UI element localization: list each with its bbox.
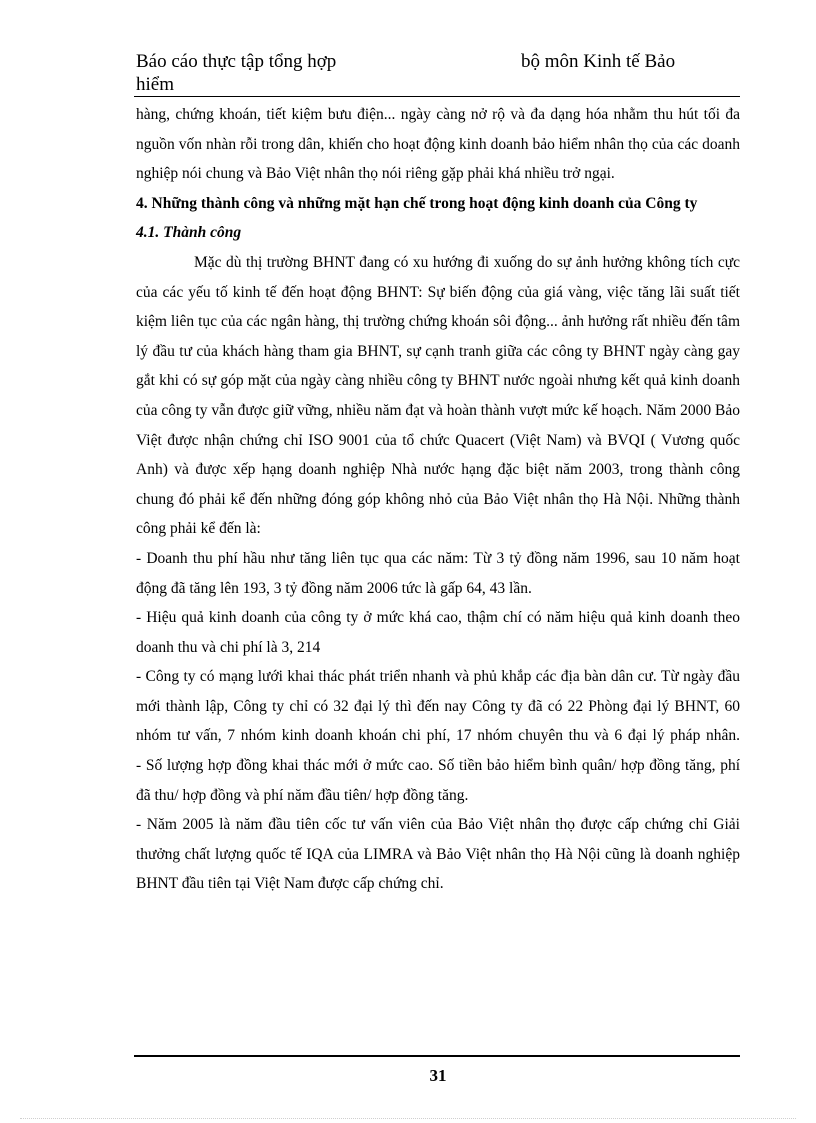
header-department: bộ môn Kinh tế Bảo	[521, 51, 676, 72]
bullet-award: - Năm 2005 là năm đầu tiên cốc tư vấn viên của Bảo Việt nhân thọ được cấp chứng chỉ Giải thưởng chất lượng quốc tế IQA của LIMRA và Bảo Việt nhân thọ Hà Nội cũng là doanh nghiệp BHNT đầu tiên tại Việt Nam được cấp chứng chỉ.	[136, 816, 740, 893]
page-edge-dotted-line	[20, 1118, 796, 1119]
bullet-efficiency: - Hiệu quả kinh doanh của công ty ở mức khá cao, thậm chí có năm hiệu quả kinh doanh theo doanh thu và chi phí là 3, 214	[136, 609, 740, 656]
section-heading-4: 4. Những thành công và những mặt hạn chế trong hoạt động kinh doanh của Công ty	[136, 194, 698, 212]
header-department-continuation: hiểm	[136, 74, 174, 95]
page-number: 31	[429, 1066, 447, 1085]
intro-paragraph: hàng, chứng khoán, tiết kiệm bưu điện... ngày càng nở rộ và đa dạng hóa nhằm thu hút tối đa nguồn vốn nhàn rỗi trong dân, khiến cho hoạt động kinh doanh bảo hiểm nhân thọ của các doanh nghiệp nói chung và Bảo Việt nhân thọ nói riêng gặp phải khá nhiều trở ngại.	[136, 106, 740, 183]
header-divider	[134, 96, 740, 97]
subsection-heading-4-1: 4.1. Thành công	[136, 224, 242, 242]
document-body	[136, 100, 740, 899]
main-paragraph: Mặc dù thị trường BHNT đang có xu hướng đi xuống do sự ảnh hưởng không tích cực của các yếu tố kinh tế đến hoạt động BHNT: Sự biến động của giá vàng, việc tăng lãi suất tiết kiệm liên tục của các ngân hàng, thị trường chứng khoán sôi động... ảnh hưởng rất nhiều đến tâm lý đầu tư của khách hàng tham gia BHNT, sự cạnh tranh giữa các công ty BHNT ngày càng gay gắt khi có sự góp mặt của ngày càng nhiều công ty BHNT nước ngoài nhưng kết quả kinh doanh của công ty vẫn được giữ vững, nhiều năm đạt và hoàn thành vượt mức kế hoạch. Năm 2000 Bảo Việt được nhận chứng chỉ ISO 9001 của tổ chức Quacert (Việt Nam) và BVQI ( Vương quốc Anh) và được xếp hạng doanh nghiệp Nhà nước hạng đặc biệt năm 2003, trong thành công chung đó phải kể đến những đóng góp không nhỏ của Bảo Việt nhân thọ Hà Nội. Những thành công phải kể đến là:	[136, 253, 740, 538]
bullet-network: - Công ty có mạng lưới khai thác phát triển nhanh và phủ khắp các địa bàn dân cư. Từ ngày đầu mới thành lập, Công ty chỉ có 32 đại lý thì đến nay Công ty đã có 22 Phòng đại lý BHNT, 60 nhóm tư vấn, 7 nhóm kinh doanh khoán chi phí, 17 nhóm chuyên thu và 6 đại lý pháp nhân.	[136, 668, 740, 745]
footer-divider	[134, 1055, 740, 1057]
bullet-revenue: - Doanh thu phí hầu như tăng liên tục qua các năm: Từ 3 tỷ đồng năm 1996, sau 10 năm hoạt động đã tăng lên 193, 3 tỷ đồng năm 2006 tức là gấp 64, 43 lần.	[136, 549, 740, 597]
header-report-title: Báo cáo thực tập tổng hợp	[136, 51, 337, 72]
bullet-contracts: - Số lượng hợp đồng khai thác mới ở mức cao. Số tiền bảo hiểm bình quân/ hợp đồng tăng, phí đã thu/ hợp đồng và phí năm đầu tiên/ hợp đồng tăng.	[136, 757, 740, 804]
